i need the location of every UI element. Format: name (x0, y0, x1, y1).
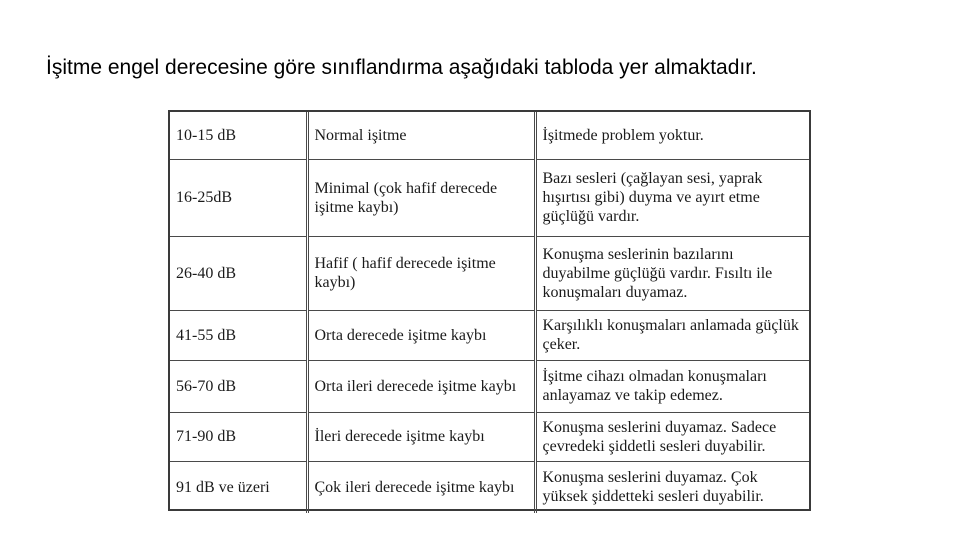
level-cell: Minimal (çok hafif derecede işitme kaybı) (307, 159, 535, 236)
range-cell: 41-55 dB (170, 310, 307, 360)
table-row (170, 360, 809, 412)
range-cell: 16-25dB (170, 159, 307, 236)
level-cell: Orta ileri derecede işitme kaybı (307, 360, 535, 412)
description-cell: Konuşma seslerini duyamaz. Çok yüksek şiddetteki sesleri duyabilir. (535, 461, 809, 513)
classification-table (170, 112, 809, 513)
page-heading: İşitme engel derecesine göre sınıflandırma aşağıdaki tabloda yer almaktadır. (46, 56, 757, 79)
table-row (170, 159, 809, 236)
range-cell: 10-15 dB (170, 112, 307, 159)
table-row (170, 412, 809, 461)
table-row (170, 112, 809, 159)
level-cell: Çok ileri derecede işitme kaybı (307, 461, 535, 513)
level-cell: Orta derecede işitme kaybı (307, 310, 535, 360)
range-cell: 71-90 dB (170, 412, 307, 461)
description-cell: Konuşma seslerinin bazılarını duyabilme güçlüğü vardır. Fısıltı ile konuşmaları duyamaz. (535, 236, 809, 310)
level-cell: İleri derecede işitme kaybı (307, 412, 535, 461)
range-cell: 26-40 dB (170, 236, 307, 310)
description-cell: Karşılıklı konuşmaları anlamada güçlük çeker. (535, 310, 809, 360)
description-cell: İşitme cihazı olmadan konuşmaları anlayamaz ve takip edemez. (535, 360, 809, 412)
description-cell: Bazı sesleri (çağlayan sesi, yaprak hışırtısı gibi) duyma ve ayırt etme güçlüğü vardır. (535, 159, 809, 236)
level-cell: Hafif ( hafif derecede işitme kaybı) (307, 236, 535, 310)
description-cell: Konuşma seslerini duyamaz. Sadece çevredeki şiddetli sesleri duyabilir. (535, 412, 809, 461)
description-cell: İşitmede problem yoktur. (535, 112, 809, 159)
table-row (170, 461, 809, 513)
range-cell: 91 dB ve üzeri (170, 461, 307, 513)
hearing-loss-table (168, 110, 811, 511)
level-cell: Normal işitme (307, 112, 535, 159)
range-cell: 56-70 dB (170, 360, 307, 412)
table-row (170, 236, 809, 310)
table-row (170, 310, 809, 360)
